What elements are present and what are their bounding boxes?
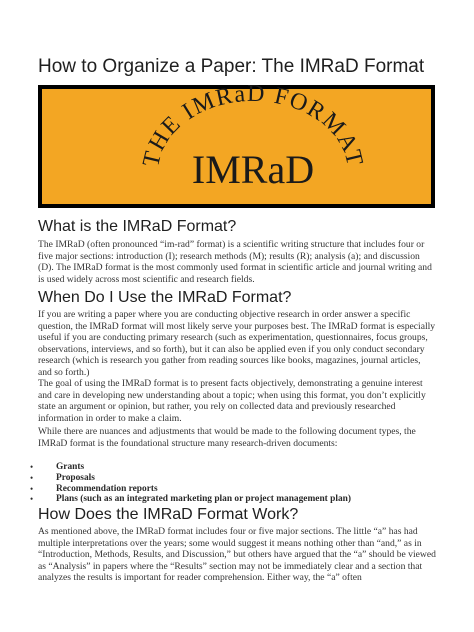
list-item: • Grants bbox=[38, 462, 436, 473]
section-heading-what: What is the IMRaD Format? bbox=[38, 218, 237, 235]
section-how-paragraph: As mentioned above, the IMRaD format includes four or five major sections. The little “a” has had multiple interpretations over the years; some would suggest it means nothing other than “and,” as in “Introduction, Methods, Results, and Discussion,” but others have argued that the “a” should be viewed as “Analysis” in papers where the “Results” section may not be immediately clear and a section that analyzes the results is important for reader comprehension. Either way, the “a” often bbox=[38, 526, 436, 583]
banner-graphic bbox=[38, 85, 435, 208]
list-item: • Proposals bbox=[38, 473, 436, 484]
document-types-list bbox=[38, 462, 436, 505]
section-when-paragraph-1: If you are writing a paper where you are conducting objective research in order answer a specific question, the IMRaD format will most likely serve your purposes best. The IMRaD format is especially useful if you are conducting primary research (such as experimentation, questionnaires, focus groups, observations, interviews, and so forth), but it can also be applied even if you only conduct secondary research (which is research you gather from reading sources like books, magazines, journal articles, and so forth.) bbox=[38, 309, 436, 378]
section-heading-when: When Do I Use the IMRaD Format? bbox=[38, 289, 292, 306]
section-what-paragraph: The IMRaD (often pronounced “im-rad” format) is a scientific writing structure that includes four or five major sections: introduction (I); research methods (M); results (R); analysis (a); and discussion (D). The IMRaD format is the most commonly used format in scientific article and journal writing and is used widely across most scientific and research fields. bbox=[38, 239, 432, 285]
section-heading-how: How Does the IMRaD Format Work? bbox=[38, 506, 299, 523]
list-item: • Plans (such as an integrated marketing plan or project management plan) bbox=[38, 494, 436, 505]
section-when-paragraph-3: While there are nuances and adjustments that would be made to the following document types, the IMRaD format is the foundational structure many research-driven documents: bbox=[38, 426, 416, 449]
imrad-banner-image bbox=[38, 85, 435, 208]
banner-main-text: IMRaD bbox=[191, 147, 315, 192]
banner-arc-text: THE IMRaD FORMAT bbox=[138, 85, 368, 170]
list-item: • Recommendation reports bbox=[38, 484, 436, 495]
section-when-paragraph-2: The goal of using the IMRaD format is to present facts objectively, demonstrating a genuine interest and care in developing new understanding about a topic; when using this format, you don’t explicitly state an argument or opinion, but rather, you rely on collected data and previously researched information in order to make a claim. bbox=[38, 378, 426, 424]
page-title: How to Organize a Paper: The IMRaD Format bbox=[38, 56, 425, 77]
